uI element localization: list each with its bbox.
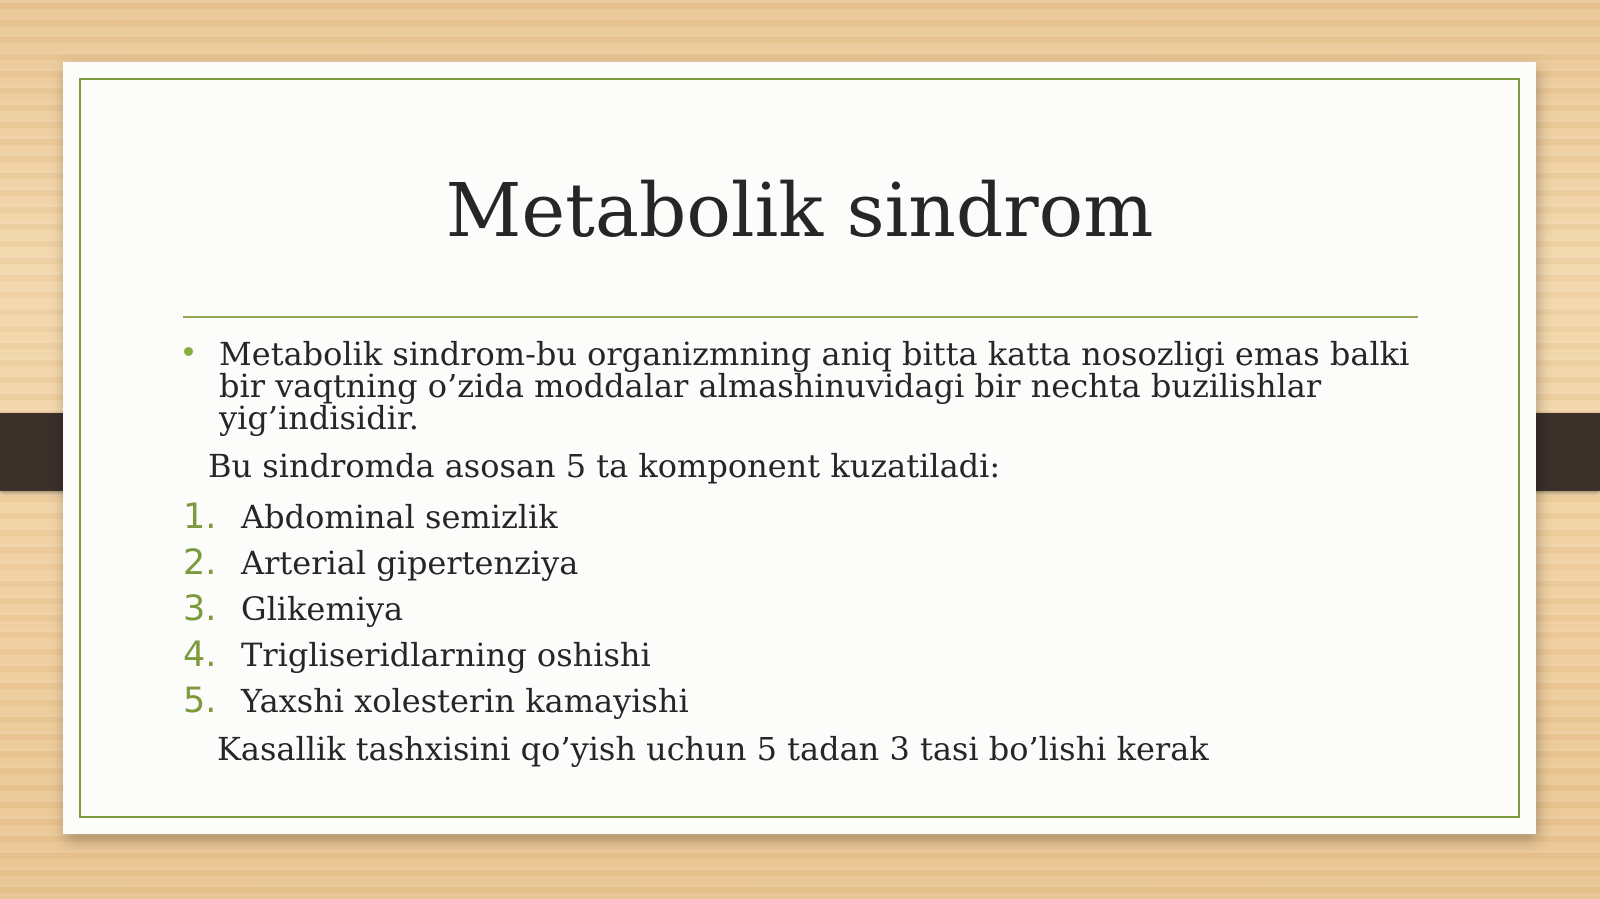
list-number: 4. <box>183 635 217 675</box>
definition-bullet <box>183 335 1443 437</box>
slide-body <box>183 335 1443 772</box>
definition-text: Metabolik sindrom-bu organizmning aniq bitta katta nosozligi emas balki bir vaqtning o’zida moddalar almashinuvidagi bir nechta buzilishlar yig’indisidir. <box>219 335 1410 437</box>
list-item-text: Abdominal semizlik <box>241 498 558 536</box>
list-item-text: Arterial gipertenziya <box>241 544 579 582</box>
diagnosis-note: Kasallik tashxisini qo’yish uchun 5 tadan 3 tasi bo’lishi kerak <box>217 730 1209 768</box>
components-list <box>183 494 1443 724</box>
list-number: 3. <box>183 589 217 629</box>
list-item <box>183 494 1443 540</box>
title-divider <box>183 316 1418 318</box>
list-number: 2. <box>183 543 217 583</box>
slide-paper <box>63 62 1536 834</box>
components-intro: Bu sindromda asosan 5 ta komponent kuzatiladi: <box>208 447 1001 485</box>
list-item <box>183 540 1443 586</box>
bullet-dot-icon <box>184 347 193 356</box>
list-number: 1. <box>183 497 217 537</box>
list-item <box>183 678 1443 724</box>
slide-title: Metabolik sindrom <box>445 168 1154 254</box>
list-item-text: Yaxshi xolesterin kamayishi <box>241 682 689 720</box>
list-item-text: Glikemiya <box>241 590 404 628</box>
list-item <box>183 586 1443 632</box>
list-item-text: Trigliseridlarning oshishi <box>241 636 651 674</box>
list-number: 5. <box>183 681 217 721</box>
list-item <box>183 632 1443 678</box>
